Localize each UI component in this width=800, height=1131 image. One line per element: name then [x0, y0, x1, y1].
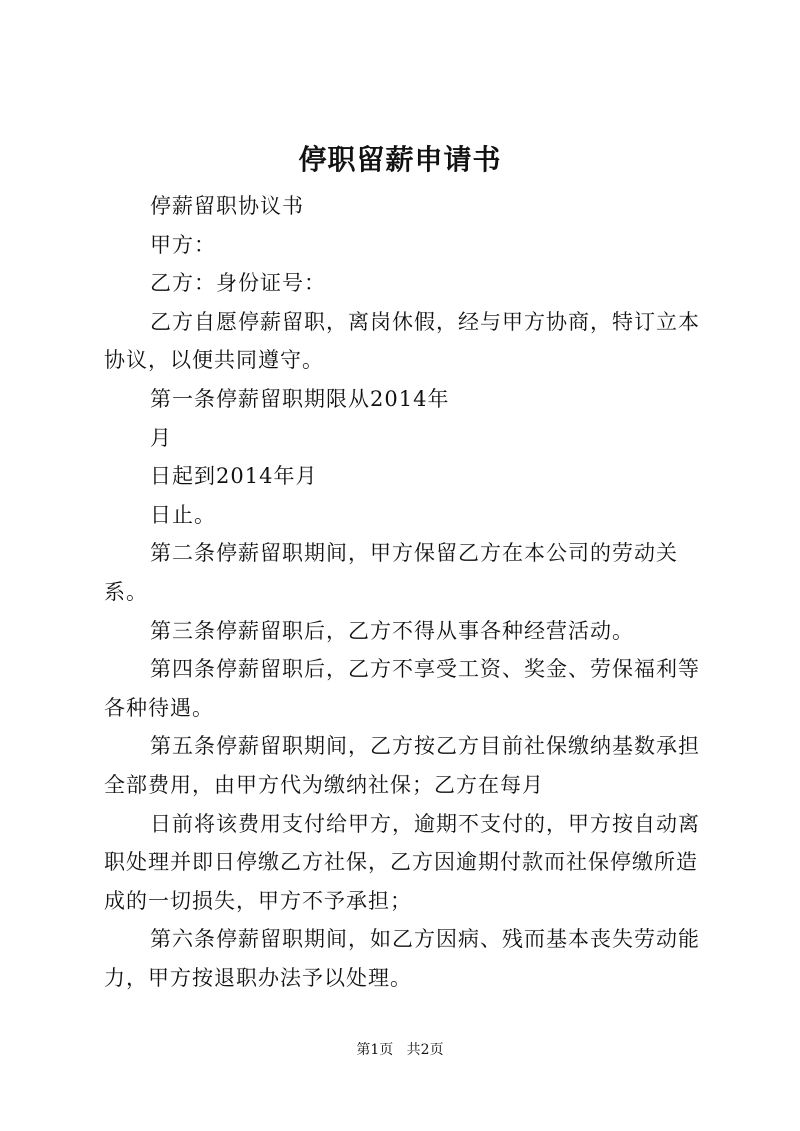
paragraph-article-1: 第一条停薪留职期限从2014年	[150, 386, 450, 411]
document-body	[104, 187, 704, 997]
paragraph-article-1-end: 日止。	[150, 502, 216, 527]
document-title: 停职留薪申请书	[298, 143, 502, 176]
paragraph-party-a: 甲方：	[150, 232, 216, 257]
paragraph-party-b: 乙方：身份证号：	[150, 271, 326, 296]
paragraph-article-4: 第四条停薪留职后，乙方不享受工资、奖金、劳保福利等各种待遇。	[104, 657, 700, 720]
page-number: 第1页	[356, 1042, 394, 1058]
paragraph-article-1-from: 日起到2014年月	[150, 464, 318, 489]
paragraph-article-5-cont: 日前将该费用支付给甲方，逾期不支付的，甲方按自动离职处理并即日停缴乙方社保，乙方因逾期付款而社保停缴所造成的一切损失，甲方不予承担；	[104, 811, 700, 913]
paragraph-preamble: 乙方自愿停薪留职，离岗休假，经与甲方协商，特订立本协议，以便共同遵守。	[104, 309, 700, 373]
page-footer	[0, 1040, 800, 1060]
paragraph-agreement-title: 停薪留职协议书	[150, 194, 304, 218]
paragraph-article-1-month: 月	[150, 425, 172, 450]
paragraph-article-2: 第二条停薪留职期间，甲方保留乙方在本公司的劳动关系。	[104, 541, 678, 604]
footer-spacer	[398, 1042, 402, 1058]
paragraph-article-5: 第五条停薪留职期间，乙方按乙方目前社保缴纳基数承担全部费用，由甲方代为缴纳社保；乙方在每月	[104, 734, 700, 797]
paragraph-article-3: 第三条停薪留职后，乙方不得从事各种经营活动。	[150, 618, 634, 643]
paragraph-article-6: 第六条停薪留职期间，如乙方因病、残而基本丧失劳动能力，甲方按退职办法予以处理。	[104, 927, 700, 990]
page-total: 共2页	[406, 1042, 444, 1058]
